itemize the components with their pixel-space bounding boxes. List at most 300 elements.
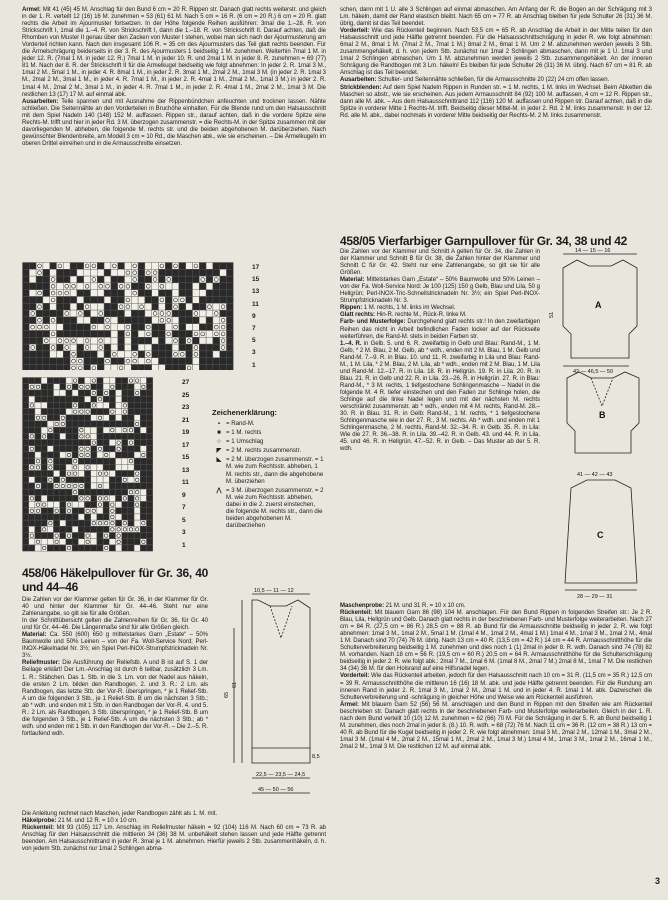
chart-cell [23,483,29,489]
chart-cell [159,310,166,317]
chart-cell [128,409,134,415]
chart-cell [85,446,91,452]
chart-cell [227,263,234,270]
chart-cell [97,276,104,283]
chart-cell [134,533,140,539]
chart-cell [103,471,109,477]
chart-cell [84,283,91,290]
chart-cell [23,533,29,539]
chart-cell [57,263,64,270]
schem1-left2: 65 [224,691,230,698]
chart-cell [145,310,152,317]
schem2-left: 51 [549,311,555,318]
chart-cell [104,351,111,358]
chart-cell [60,489,66,495]
chart-cell [35,495,41,501]
section-heading-458-06: 458/06 Häkelpullover für Gr. 36, 40 und 44–46 [22,566,208,594]
chart-cell [29,489,35,495]
chart-cell [125,331,132,338]
chart-row-number: 23 [182,404,190,411]
chart-cell [23,317,30,324]
chart-cell [104,337,111,344]
chart-cell [145,297,152,304]
chart-cell [186,283,193,290]
chart-cell [186,365,193,371]
chart-cell [47,396,53,402]
chart-cell [111,276,118,283]
chart-cell [220,351,227,358]
chart-cell [23,415,29,421]
legend-symbol-icon: ⋀ [216,486,222,494]
chart-cell [140,396,146,402]
chart-cell [147,415,153,421]
chart-cell [70,317,77,324]
chart-cell [140,514,146,520]
chart-cell [134,415,140,421]
chart-cell [109,390,115,396]
chart-cell [85,421,91,427]
chart-cell [103,502,109,508]
chart-cell [85,545,91,551]
chart-cell [54,533,60,539]
chart-cell [23,263,30,270]
chart-cell [193,365,200,371]
chart-cell [29,502,35,508]
chart-cell [125,303,132,310]
chart-cell [140,545,146,551]
chart-cell [41,440,47,446]
chart-cell [91,384,97,390]
chart-cell [186,303,193,310]
chart-cell [165,331,172,338]
chart-cell [131,351,138,358]
chart-cell [103,384,109,390]
chart-cell [172,303,179,310]
chart-cell [57,324,64,331]
chart-cell [60,502,66,508]
chart-cell [47,545,53,551]
chart-cell [43,324,50,331]
chart-cell [50,331,57,338]
chart-row-number: 17 [252,264,260,271]
chart-cell [85,502,91,508]
chart-cell [116,471,122,477]
schematic-crochet-pullover [212,588,327,808]
chart-cell [91,514,97,520]
chart-cell [43,344,50,351]
schem1-bottom2: 45 — 50 — 56 [258,787,294,793]
paragraph: Farb- und Musterfolge: Durchgehend glatt rechts str.! In den zweifarbigen Reihen das nicht in Arbeit befindlichen Faden locker auf der Rückseite weiterführen, die Rand-M. stets in beiden Farben str. [340,319,540,340]
chart-cell [54,464,60,470]
chart-cell [97,415,103,421]
chart-cell [66,520,72,526]
chart-cell [29,269,36,276]
chart-cell [29,276,36,283]
chart-row-number: 11 [182,479,189,486]
chart-cell [70,310,77,317]
chart-cell [72,396,78,402]
chart-cell [220,297,227,304]
chart-cell [97,344,104,351]
chart-cell [172,324,179,331]
chart-cell [66,452,72,458]
chart-cell [109,533,115,539]
chart-cell [54,390,60,396]
chart-cell [122,545,128,551]
chart-cell [147,533,153,539]
chart-cell [145,269,152,276]
chart-cell [193,344,200,351]
chart-cell [213,297,220,304]
chart-cell [152,263,159,270]
chart-cell [111,269,118,276]
chart-cell [122,464,128,470]
chart-cell [84,303,91,310]
chart-cell [220,365,227,371]
chart-cell [54,415,60,421]
chart-cell [213,365,220,371]
column-left-top [22,7,326,148]
chart-cell [91,464,97,470]
chart-cell [70,358,77,365]
chart-cell [47,539,53,545]
chart-cell [147,433,153,439]
chart-cell [220,324,227,331]
chart-cell [23,514,29,520]
chart-cell [109,514,115,520]
paragraph: Vorderteil: Wie das Rückenteil arbeiten, jedoch für den Halsausschnitt nach 10 cm = 31 R. (11,5 cm = 35 R.) 12,5 cm = 39 R. Armausschnitthöhe die mittleren 16 (16) 18 M. abk. und jede Hälfte getrennt beenden. Für die Rundung am inneren Rand in jeder 2. R. 1mal 3 M., 1mal 2 M., 2mal 1 M. und in jeder 4. R. 1mal 1 M. abk. Dazwischen die Schulterverbreiterung und -schrägung in gleicher Höhe und Weise wie am Rückenteil ausführen. [340,673,652,701]
chart-cell [186,263,193,270]
chart-cell [109,545,115,551]
chart-cell [35,477,41,483]
chart-cell [172,290,179,297]
chart-cell [116,384,122,390]
chart-cell [109,396,115,402]
chart-cell [41,433,47,439]
chart-cell [118,269,125,276]
chart-cell [78,378,84,384]
chart-cell [70,290,77,297]
chart-cell [147,471,153,477]
chart-cell [57,351,64,358]
chart-cell [35,396,41,402]
chart-cell [72,533,78,539]
chart-cell [36,310,43,317]
chart-cell [159,276,166,283]
chart-cell [50,263,57,270]
chart-cell [70,297,77,304]
chart-cell [109,508,115,514]
chart-cell [57,331,64,338]
chart-cell [116,458,122,464]
chart-cell [23,396,29,402]
chart-cell [85,427,91,433]
chart-cell [72,427,78,433]
chart-cell [140,489,146,495]
chart-cell [54,446,60,452]
paragraph: Rückenteil: Mit 93 (105) 117 Lm. Anschlag im Reliefmuster häkeln = 92 (104) 116 M. Nach 60 cm = 73 R. ab Anschlag für den Halsausschnitt die mittleren 34 (36) 38 M. unbehäkelt stehen lassen und jede Hälfte getrennt beenden. Am Halsausschnittrand in jeder R. 3mal je 1 M. abnehmen. Hierfür jeweils 2 Stb. zusammenhäkeln, d. h. von jedem Stb. zunächst nur 1mal 2 Schlingen abma- [22,825,326,853]
chart-cell [172,310,179,317]
chart-cell [66,508,72,514]
chart-cell [227,317,234,324]
schem2-bottom: 42 — 46,5 — 50 [573,369,614,375]
chart-cell [70,351,77,358]
chart-cell [104,276,111,283]
chart-cell [41,409,47,415]
chart-cell [50,310,57,317]
chart-cell [97,471,103,477]
chart-cell [97,464,103,470]
chart-cell [66,477,72,483]
chart-cell [206,290,213,297]
chart-cell [91,365,98,371]
chart-row-number: 7 [252,324,256,332]
chart-cell [97,331,104,338]
chart-cell [165,310,172,317]
chart-cell [63,310,70,317]
chart-cell [57,269,64,276]
chart-cell [72,477,78,483]
chart-cell [213,269,220,276]
chart-cell [131,344,138,351]
chart-cell [147,489,153,495]
chart-cell [91,471,97,477]
chart-cell [77,283,84,290]
chart-cell [29,317,36,324]
chart-cell [91,483,97,489]
chart-cell [85,402,91,408]
chart-cell [125,344,132,351]
chart-cell [60,508,66,514]
chart-cell [116,446,122,452]
chart-cell [35,452,41,458]
chart-cell [186,344,193,351]
chart-cell [29,446,35,452]
column-right-bottom [340,603,652,751]
chart-cell [60,483,66,489]
chart-cell [23,433,29,439]
chart-cell [172,358,179,365]
chart-cell [118,276,125,283]
chart-cell [179,283,186,290]
chart-cell [35,378,41,384]
chart-cell [84,351,91,358]
chart-cell [134,452,140,458]
chart-cell [179,324,186,331]
chart-cell [91,409,97,415]
chart-cell [116,508,122,514]
chart-cell [109,409,115,415]
chart-cell [35,390,41,396]
chart-cell [29,495,35,501]
chart-cell [47,471,53,477]
chart-cell [91,502,97,508]
chart-cell [91,545,97,551]
chart-cell [47,533,53,539]
chart-cell [29,310,36,317]
chart-cell [91,520,97,526]
chart-cell [145,351,152,358]
chart-cell [134,508,140,514]
chart-cell [35,458,41,464]
legend-symbol-icon: ◤ [216,447,222,455]
chart-cell [91,440,97,446]
chart-cell [35,471,41,477]
chart-cell [131,297,138,304]
chart-cell [57,358,64,365]
chart-cell [72,471,78,477]
chart-cell [227,324,234,331]
chart-cell [140,378,146,384]
chart-cell [50,283,57,290]
chart-cell [29,452,35,458]
chart-cell [116,402,122,408]
chart-cell [199,365,206,371]
chart-cell [54,433,60,439]
chart-cell [78,458,84,464]
chart-cell [213,263,220,270]
chart-cell [29,283,36,290]
chart-cell [23,310,30,317]
chart-cell [111,283,118,290]
legend-symbol-icon: ▪ [217,420,221,427]
chart-cell [85,409,91,415]
chart-cell [23,365,30,371]
chart-cell [116,409,122,415]
chart-cell [23,464,29,470]
chart-cell [193,276,200,283]
chart-cell [47,477,53,483]
chart-row-number: 15 [182,454,190,461]
chart-cell [35,384,41,390]
chart-cell [35,464,41,470]
chart-cell [29,433,35,439]
chart-cell [227,283,234,290]
chart-cell [220,358,227,365]
chart-cell [116,378,122,384]
chart-cell [97,263,104,270]
chart-cell [109,440,115,446]
chart-cell [122,520,128,526]
chart-cell [199,263,206,270]
chart-cell [147,446,153,452]
chart-cell [103,415,109,421]
chart-cell [60,526,66,532]
chart-cell [118,324,125,331]
chart-cell [35,502,41,508]
chart-cell [125,337,132,344]
chart-cell [159,365,166,371]
chart-cell [66,446,72,452]
chart-cell [134,545,140,551]
chart-cell [118,344,125,351]
chart-row-number: 21 [182,416,190,424]
chart-cell [147,402,153,408]
chart-cell [78,489,84,495]
chart-cell [43,263,50,270]
chart-row-number: 19 [182,429,190,436]
chart-cell [179,269,186,276]
schem1-left: 61 [232,681,238,688]
chart-cell [91,495,97,501]
chart-row-number: 1 [252,361,256,369]
chart-cell [78,502,84,508]
chart-cell [77,351,84,358]
chart-cell [97,283,104,290]
chart-cell [111,303,118,310]
chart-cell [43,358,50,365]
chart-cell [128,483,134,489]
chart-cell [104,365,111,371]
chart-cell [131,324,138,331]
chart-cell [131,358,138,365]
chart-cell [23,502,29,508]
chart-cell [60,433,66,439]
chart-cell [50,317,57,324]
chart-cell [91,324,98,331]
chart-cell [35,483,41,489]
chart-cell [152,283,159,290]
chart-cell [131,337,138,344]
chart-cell [109,427,115,433]
chart-cell [152,310,159,317]
chart-cell [165,344,172,351]
chart-cell [172,344,179,351]
chart-cell [118,351,125,358]
chart-cell [78,402,84,408]
paragraph: Armel: Mit 41 (45) 45 M. Anschlag für den Bund 6 cm = 20 R. Rippen str. Danach glatt rechts weiterstr. und gleich in der 1. R. verteilt 12 (16) 16 M. zunehmen = 53 (61) 61 M. Nach 5 cm = 16 R. (6 cm = 20 R.) 6 cm = 20 R. glatt rechts die Arbeit im Ajourmuster fortsetzen. In der Höhe folgende Reihen ausführen: 3mal die 1.–28. R. von Strickschrift I, 1mal die 1.–4. R. von Strickschrift I, dann die 1.–18. R. von Strickschrift II. Darauf achten, daß die Rhomben von Muster II genau über den Zacken von Muster I stehen, wobei man sich nach der Ajourmusterung am Vorderteil richten kann. Nach den insgesamt 106 R. = 35 cm des Ajourmusters das Teil glatt rechts beenden. Für die Ärmelschrägung beiderseits in der 3. R. des Ajourmusters 1 beidseitig 1 M. zunehmen. Weiterhin 7mal 1 M. in jeder 12. R. (7mal 1 M. in jeder 12. R.) 7mal 1 M. in jeder 10. R. und 2mal 1 M. in jeder 8. R. zunehmen = 69 (77) 81 M. Nach der 8. R. der Strickschrift II für die Armelkugel beidseitig wie folgt abnehmen: In jeder 2. R. 1mal 3 M., 1mal 2 M., 5mal 1 M., in jeder 4. R. 8mal 1 M., in jeder 2. R. 3mal 1 M., 2mal 2 M., 1mal 3 M. (in jeder 2. R. 1mal 3 M., 2mal 2 M., 3mal 1 M., in jeder 4. R. 7mal 1 M., in jeder 2. R. 4mal 1 M., 2mal 2 M., 1mal 3 M.) in jeder 2. R. 1mal 4 M., 2mal 2 M., 3mal 1 M., in jeder 4. R. 7mal 1 M., in jeder 2. R. 4mal 1 M., 2mal 2 M., 1mal 3 M. Die restlichen 13 (17) 17 M. auf einmal abk. [22,7,326,98]
chart-cell [128,489,134,495]
chart-cell [23,427,29,433]
chart-cell [29,483,35,489]
chart-cell [152,276,159,283]
chart-cell [138,290,145,297]
chart-cell [134,477,140,483]
chart-cell [199,310,206,317]
chart-cell [103,378,109,384]
chart-cell [172,297,179,304]
chart-cell [118,331,125,338]
chart-cell [125,358,132,365]
chart-cell [29,514,35,520]
chart-cell [47,526,53,532]
chart-cell [47,489,53,495]
chart-cell [111,317,118,324]
paragraph: Ärmel: Mit blauem Garn 52 (56) 56 M. anschlagen und den Bund in Rippen mit den Streifen wie am Rückenteil beschrieben str. Danach glatt rechts in der beschriebenen Farb- und Musterfolge weiterarbeiten. Gleich in der 1. R. nach dem Bund verteilt 10 (10) 12 M. zunehmen = 62 (66) 70 M. Für die Schrägung in der 5. R. ab Bund beidseitig 1 M. zunehmen, dies noch 2mal in jeder 8. (8.) 10. R. wdh. = 68 (72) 76 M. Nach 11 cm = 36 R. (12 cm = 38 R.) 13 cm = 40 R. ab Bund für die Kugel beidseitig in jeder 2. R. wie folgt abnehmen: 1mal 3 M., 2mal 2 M., 12mal 1 M., 3mal 2 M., 1mal 3 M. (1mal 4 M., 2mal 2 M., 15mal 1 M., 2mal 2 M., 1mal 3 M.) 1mal 4 M., 1mal 3 M., 1mal 2 M., 16mal 1 M., 2mal 2 M., 1mal 3 M. Die restlichen 12 M. auf einmal abk. [340,701,652,750]
chart-cell [116,545,122,551]
chart-cell [72,502,78,508]
chart-cell [179,344,186,351]
chart-cell [50,290,57,297]
chart-cell [206,358,213,365]
chart-cell [23,402,29,408]
chart-cell [172,337,179,344]
chart-cell [140,390,146,396]
chart-cell [57,276,64,283]
chart-cell [125,297,132,304]
chart-cell [36,358,43,365]
chart-cell [66,390,72,396]
chart-cell [103,489,109,495]
chart-cell [140,526,146,532]
chart-cell [152,269,159,276]
chart-cell [165,358,172,365]
chart-row-number: 11 [252,300,259,308]
chart-cell [29,402,35,408]
chart-cell [140,402,146,408]
chart-cell [145,317,152,324]
chart-cell [138,297,145,304]
